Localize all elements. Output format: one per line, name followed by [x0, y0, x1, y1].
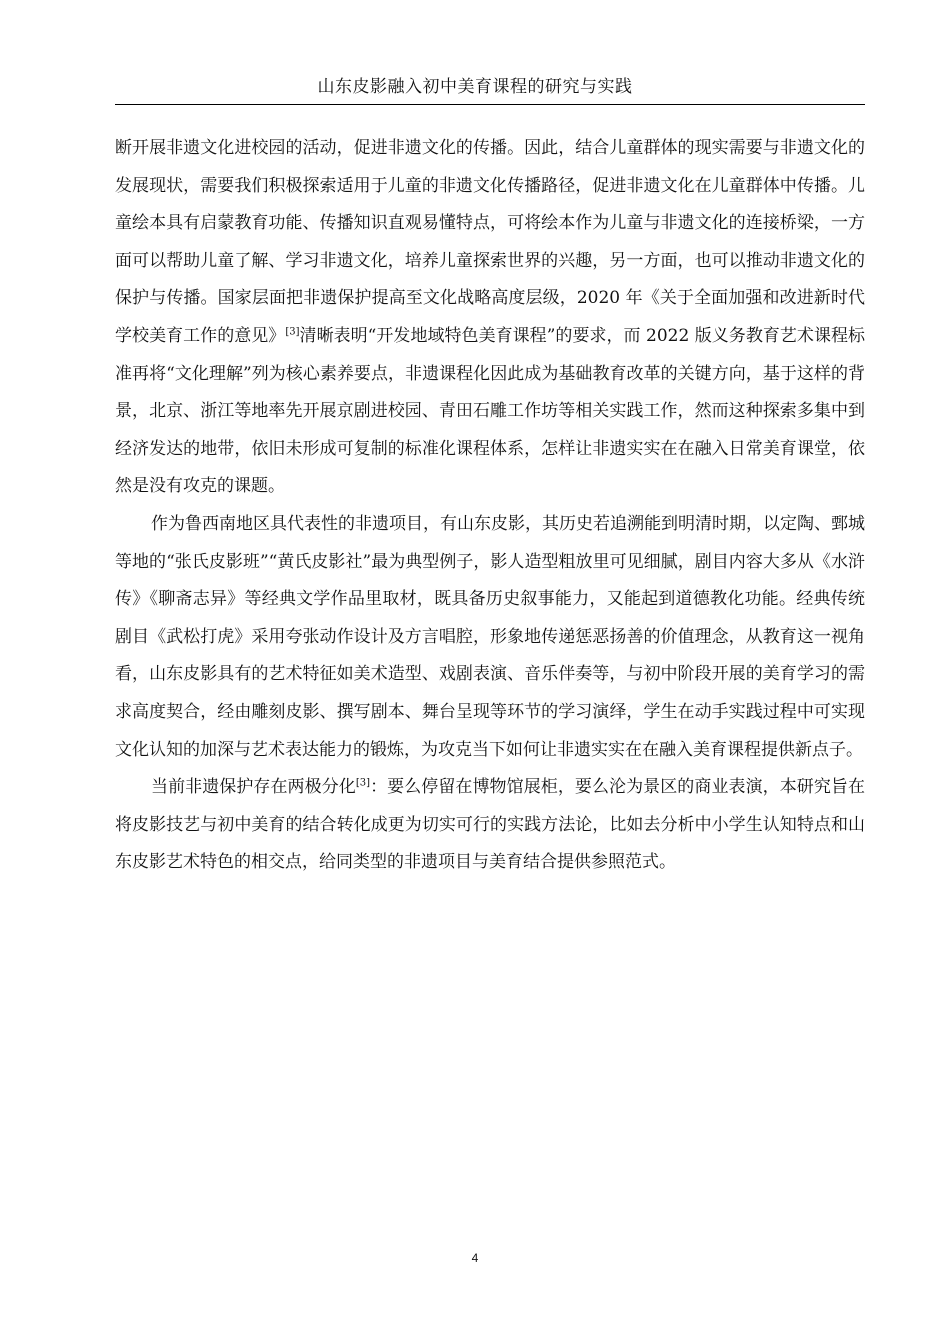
citation-marker: [3] [355, 777, 370, 789]
paragraph-text: 断开展非遗文化进校园的活动，促进非遗文化的传播。因此，结合儿童群体的现实需要与非遗文化的发展现状，需要我们积极探索适用于儿童的非遗文化传播路径，促进非遗文化在儿童群体中传播。儿童绘本具有启蒙教育功能、传播知识直观易懂特点，可将绘本作为儿童与非遗文化的连接桥梁，一方面可以帮助儿童了解、学习非遗文化，培养儿童探索世界的兴趣，另一方面，也可以推动非遗文化的保护与传播。国家层面把非遗保护提高至文化战略高度层级，2020 年《关于全面加强和改进新时代学校美育工作的意见》 [115, 138, 865, 346]
paragraph-text: 作为鲁西南地区具代表性的非遗项目，有山东皮影，其历史若追溯能到明清时期，以定陶、鄄城等地的“张氏皮影班”“黄氏皮影社”最为典型例子，影人造型粗放里可见细腻，剧目内容大多从《水浒传》《聊斋志异》等经典文学作品里取材，既具备历史叙事能力，又能起到道德教化功能。经典传统剧目《武松打虎》采用夸张动作设计及方言唱腔，形象地传递惩恶扬善的价值理念，从教育这一视角看，山东皮影具有的艺术特征如美术造型、戏剧表演、音乐伴奏等，与初中阶段开展的美育学习的需求高度契合，经由雕刻皮影、撰写剧本、舞台呈现等环节的学习演绎，学生在动手实践过程中可实现文化认知的加深与艺术表达能力的锻炼，为攻克当下如何让非遗实实在在融入美育课程提供新点子。 [115, 513, 865, 760]
page-number: 4 [471, 1251, 479, 1265]
paragraph-text: ：要么停留在博物馆展柜，要么沦为景区的商业表演，本研究旨在将皮影技艺与初中美育的结合转化成更为切实可行的实践方法论，比如去分析中小学生认知特点和山东皮影艺术特色的相交点，给同类型的非遗项目与美育结合提供参照范式。 [115, 777, 865, 873]
running-header: 山东皮影融入初中美育课程的研究与实践 [317, 77, 633, 97]
header-rule [115, 104, 865, 105]
body-text [115, 130, 865, 882]
citation-marker: [3] [285, 326, 300, 338]
paragraph-text: 清晰表明“开发地域特色美育课程”的要求，而 2022 版义务教育艺术课程标准再将“文化理解”列为核心素养要点，非遗课程化因此成为基础教育改革的关键方向，基于这样的背景，北京、浙江等地率先开展京剧进校园、青田石雕工作坊等相关实践工作，然而这种探索多集中到经济发达的地带，依旧未形成可复制的标准化课程体系，怎样让非遗实实在在融入日常美育课堂，依然是没有攻克的课题。 [115, 325, 866, 497]
paragraph-research-aim [115, 769, 865, 882]
paragraph-continuation [115, 130, 865, 506]
paragraph-text: 当前非遗保护存在两极分化 [151, 777, 356, 798]
paragraph-shandong-shadow-puppetry [115, 506, 865, 769]
